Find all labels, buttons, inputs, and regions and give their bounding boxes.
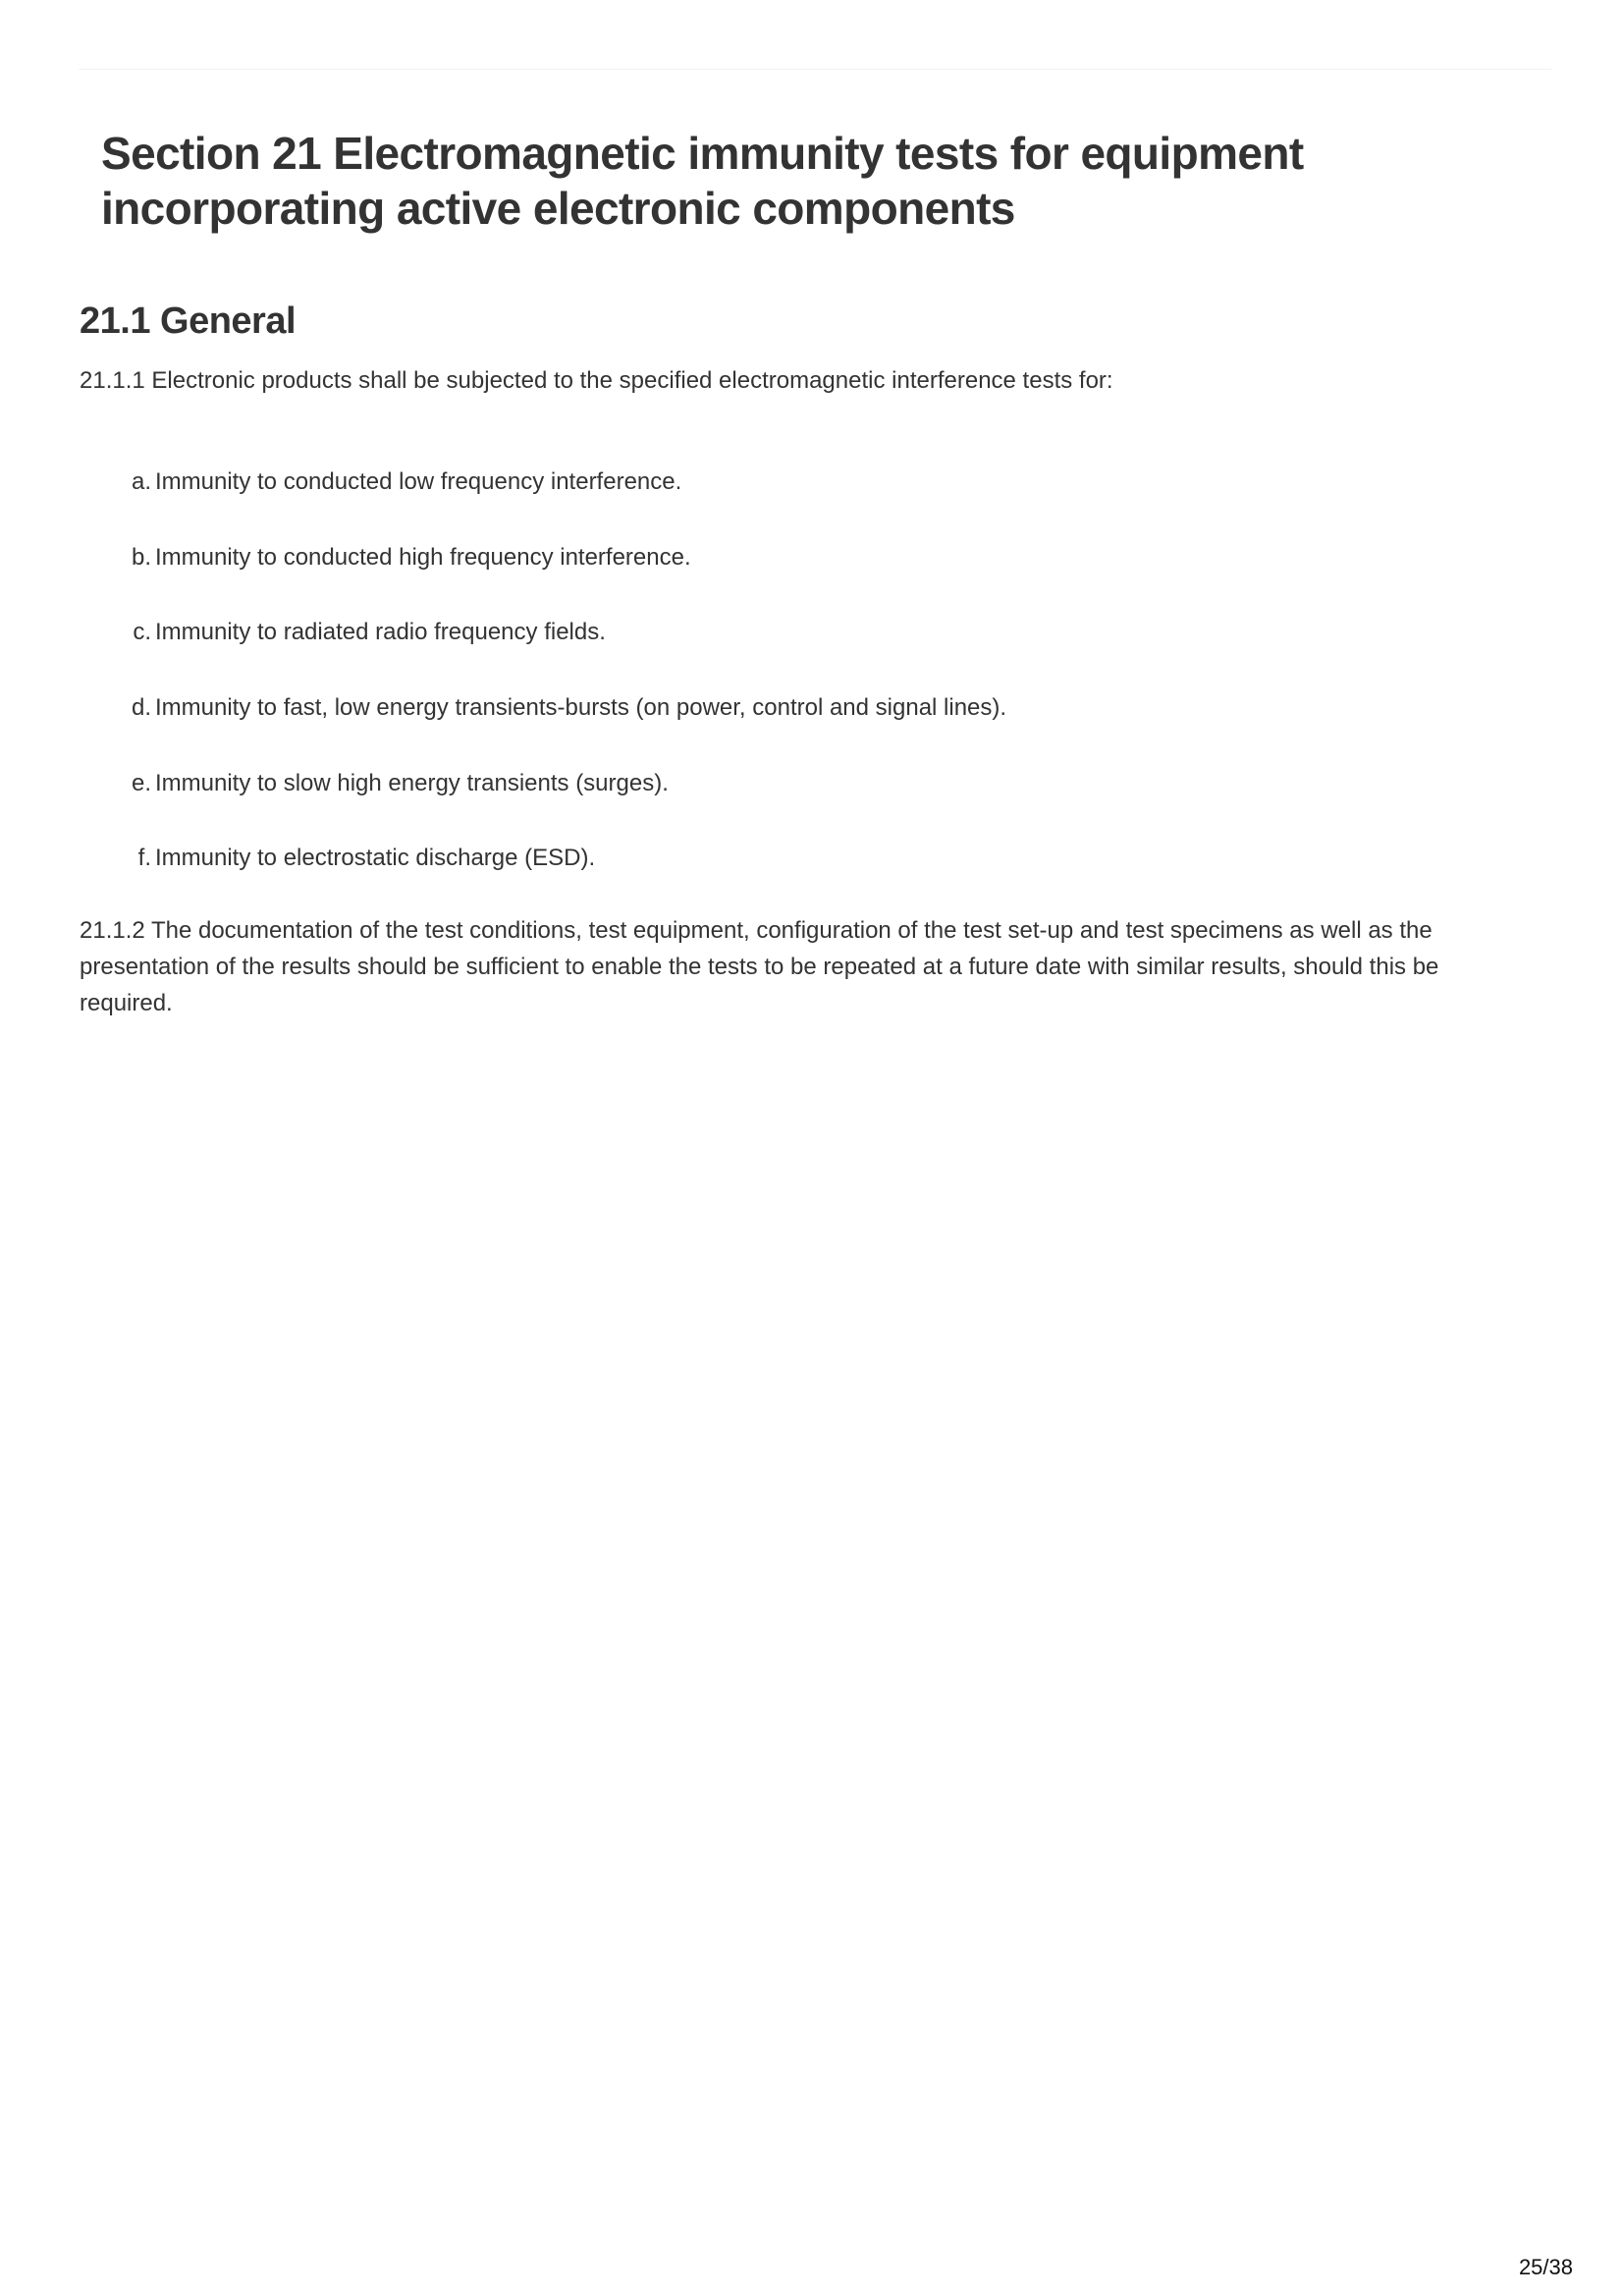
subsection-title: 21.1 General [80, 301, 297, 342]
list-marker: c. [133, 619, 151, 645]
header-divider [79, 69, 1551, 70]
list-item-text: Immunity to slow high energy transients (surges). [155, 770, 669, 796]
list-marker: e. [131, 770, 151, 796]
list-marker: f. [137, 845, 151, 871]
section-title: Section 21 Electromagnetic immunity tests for equipment incorporating active electronic components [101, 128, 1304, 234]
list-marker: b. [131, 544, 151, 571]
documentation-paragraph: 21.1.2 The documentation of the test conditions, test equipment, configuration of the test set-up and test specimens as well as the presentation of the results should be sufficient to enable the tests to be repeated at a future date with similar results, should this be required. [80, 917, 1439, 1016]
list-marker: a. [131, 468, 151, 495]
list-item-text: Immunity to fast, low energy transients-bursts (on power, control and signal lines). [155, 694, 1007, 721]
list-item-text: Immunity to radiated radio frequency fields. [155, 619, 606, 645]
page-number: 25/38 [1518, 2255, 1573, 2279]
intro-paragraph: 21.1.1 Electronic products shall be subjected to the specified electromagnetic interference tests for: [80, 367, 1113, 394]
list-marker: d. [131, 694, 151, 721]
list-item-text: Immunity to conducted low frequency interference. [155, 468, 682, 495]
list-item-text: Immunity to electrostatic discharge (ESD). [155, 845, 596, 871]
list-item-text: Immunity to conducted high frequency interference. [155, 544, 691, 571]
